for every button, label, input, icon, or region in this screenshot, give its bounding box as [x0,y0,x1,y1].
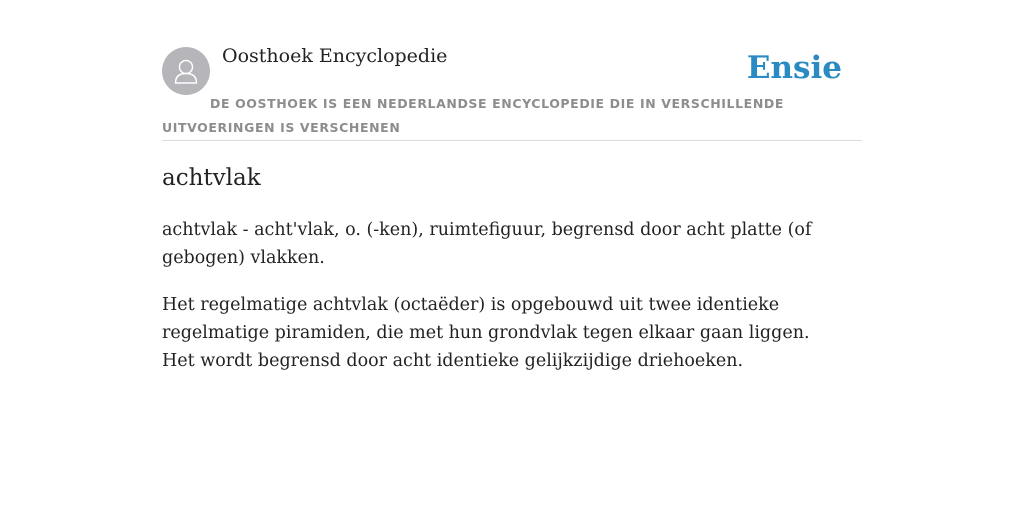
source-header [162,44,862,141]
avatar [162,47,210,95]
entry-content [162,160,832,375]
source-title[interactable]: Oosthoek Encyclopedie [222,45,448,67]
entry-paragraph: achtvlak - acht'vlak, o. (-ken), ruimtefiguur, begrensd door acht platte (of gebogen) vlakken. [162,220,812,268]
user-silhouette-icon [162,47,210,95]
entry-title: achtvlak [162,165,261,191]
source-description: DE OOSTHOEK IS EEN NEDERLANDSE ENCYCLOPEDIE DIE IN VERSCHILLENDE UITVOERINGEN IS VERSCHENEN [162,96,784,135]
entry-paragraph: Het regelmatige achtvlak (octaëder) is opgebouwd uit twee identieke regelmatige piramiden, die met hun grondvlak tegen elkaar gaan liggen. Het wordt begrensd door acht identieke gelijkzijdige driehoeken. [162,295,810,371]
ensie-logo-link[interactable]: Ensie [746,50,842,86]
